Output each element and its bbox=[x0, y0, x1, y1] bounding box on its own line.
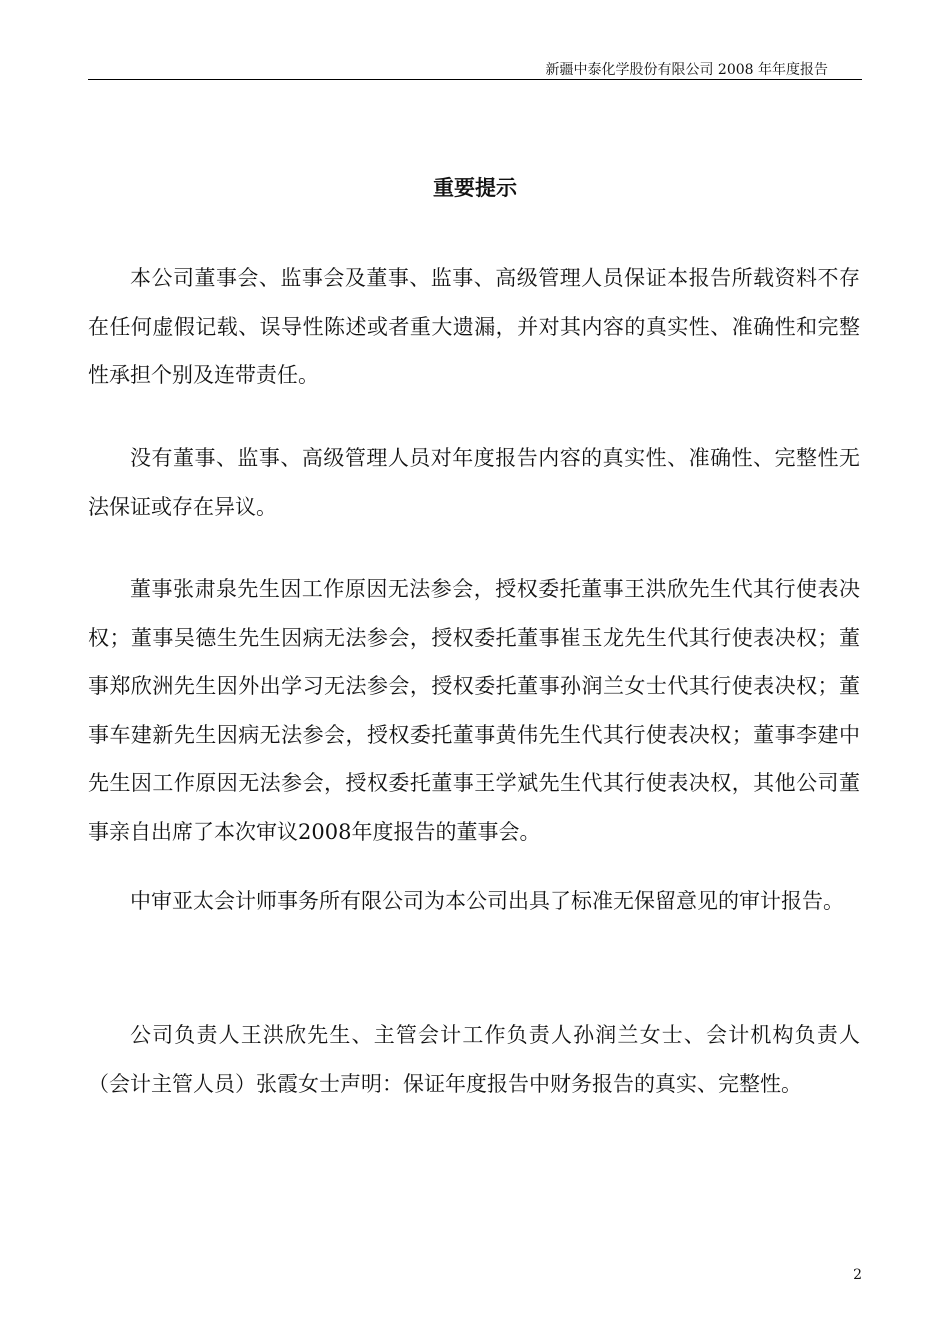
paragraph-responsibility-statement: 本公司董事会、监事会及董事、监事、高级管理人员保证本报告所载资料不存在任何虚假记载、误导性陈述或者重大遗漏，并对其内容的真实性、准确性和完整性承担个别及连带责任。 bbox=[88, 266, 860, 387]
paragraph-proxy-voting: 董事张肃泉先生因工作原因无法参会，授权委托董事王洪欣先生代其行使表决权；董事吴德生先生因病无法参会，授权委托董事崔玉龙先生代其行使表决权；董事郑欣洲先生因外出学习无法参会，授权委托董事孙润兰女士代其行使表决权；董事车建新先生因病无法参会，授权委托董事黄伟先生代其行使表决权；董事李建中先生因工作原因无法参会，授权委托董事王学斌先生代其行使表决权，其他公司董事亲自出席了本次审议2008年度报告的董事会。 bbox=[88, 577, 860, 844]
running-header: 新疆中泰化学股份有限公司 2008 年年度报告 bbox=[88, 60, 862, 80]
paragraph-financial-declaration: 公司负责人王洪欣先生、主管会计工作负责人孙润兰女士、会计机构负责人（会计主管人员）张霞女士声明：保证年度报告中财务报告的真实、完整性。 bbox=[88, 1023, 860, 1096]
page-title: 重要提示 bbox=[433, 175, 517, 200]
paragraph-no-objection: 没有董事、监事、高级管理人员对年度报告内容的真实性、准确性、完整性无法保证或存在异议。 bbox=[88, 446, 860, 519]
page-number: 2 bbox=[853, 1267, 862, 1283]
paragraph-audit-opinion: 中审亚太会计师事务所有限公司为本公司出具了标准无保留意见的审计报告。 bbox=[130, 889, 844, 913]
